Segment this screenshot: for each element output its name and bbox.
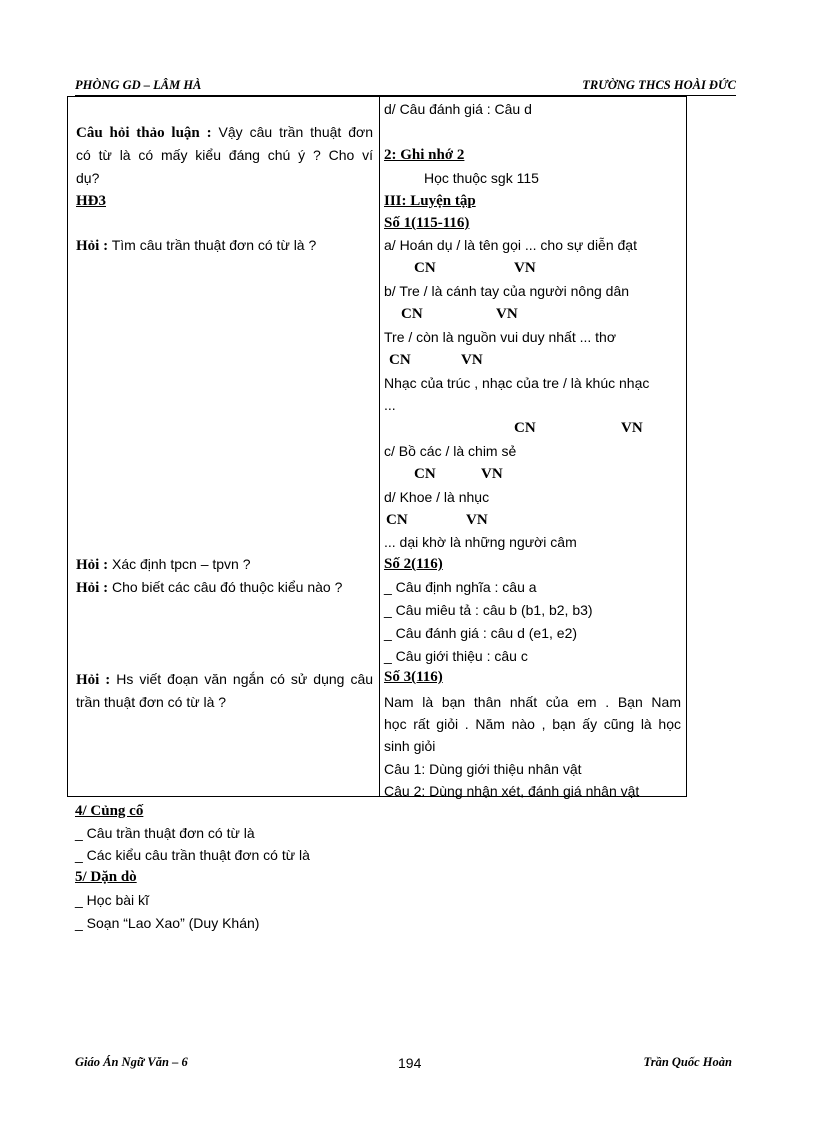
exercise-1-c: c/ Bồ các / là chim sẻ	[384, 443, 517, 459]
b2-predicate-label: VN	[461, 352, 483, 368]
hd3-heading: HĐ3	[76, 193, 106, 209]
exercise-3-cau-2: Câu 2: Dùng nhận xét, đánh giá nhân vật	[384, 783, 640, 799]
question-4-line-1	[76, 670, 373, 689]
exercise-1-b3: Nhạc của trúc , nhạc của tre / là khúc nhạc	[384, 375, 650, 391]
question-4-text: Hs viết đoạn văn ngắn có sử dụng câu	[116, 671, 374, 687]
question-3	[76, 578, 342, 597]
question-3-text: Cho biết các câu đó thuộc kiểu nào ?	[111, 579, 343, 595]
exercise-1-b2: Tre / còn là nguồn vui duy nhất ... thơ	[384, 329, 617, 345]
luyen-tap-heading: III: Luyện tập	[384, 193, 476, 209]
c-predicate-label: VN	[481, 466, 503, 482]
discussion-line1-text: Vậy câu trần thuật đơn	[218, 124, 374, 140]
ghi-nho-heading: 2: Ghi nhớ 2	[384, 147, 465, 163]
exercise-2-item-2: _ Câu miêu tả : câu b (b1, b2, b3)	[384, 602, 593, 618]
exercise-3-line-1: Nam là bạn thân nhất của em . Bạn Nam	[384, 694, 681, 710]
d-predicate-label: VN	[466, 512, 488, 528]
question-4-label: Hỏi :	[76, 672, 111, 688]
question-2	[76, 555, 251, 574]
footer-right: Trần Quốc Hoàn	[643, 1055, 732, 1069]
exercise-1-d2: ... dại khờ là những người câm	[384, 534, 577, 550]
a-predicate-label: VN	[514, 260, 536, 276]
question-3-label: Hỏi :	[76, 580, 109, 596]
discussion-line-3: dụ?	[76, 170, 100, 186]
exercise-3-line-3: sinh giỏi	[384, 738, 436, 754]
a-subject-label: CN	[414, 260, 436, 276]
question-2-label: Hỏi :	[76, 557, 109, 573]
c-subject-label: CN	[414, 466, 436, 482]
discussion-line-2: có từ là có mấy kiểu đáng chú ý ? Cho ví	[76, 147, 373, 163]
page-number: 194	[398, 1055, 422, 1071]
b3-predicate-label: VN	[621, 420, 643, 436]
footer-left: Giáo Án Ngữ Văn – 6	[75, 1055, 188, 1069]
exercise-2-item-3: _ Câu đánh giá : câu d (e1, e2)	[384, 625, 578, 641]
question-1	[76, 236, 316, 255]
question-2-text: Xác định tpcn – tpvn ?	[111, 556, 251, 572]
cung-co-item-2: _ Các kiểu câu trần thuật đơn có từ là	[75, 847, 310, 863]
header-right: TRƯỜNG THCS HOÀI ĐỨC	[582, 78, 736, 92]
cung-co-item-1: _ Câu trần thuật đơn có từ là	[75, 825, 255, 841]
header-left: PHÒNG GD – LÂM HÀ	[75, 78, 202, 92]
question-1-label: Hỏi :	[76, 238, 109, 254]
lesson-table	[67, 96, 687, 797]
b-predicate-label: VN	[496, 306, 518, 322]
exercise-1-b3-dots: ...	[384, 397, 396, 413]
page-header	[75, 77, 736, 96]
d-subject-label: CN	[386, 512, 408, 528]
exercise-3-cau-1: Câu 1: Dùng giới thiệu nhân vật	[384, 761, 582, 777]
exercise-1-a: a/ Hoán dụ / là tên gọi ... cho sự diễn đạt	[384, 237, 637, 253]
exercise-1-d: d/ Khoe / là nhục	[384, 489, 490, 505]
cung-co-heading: 4/ Củng cố	[75, 803, 144, 819]
exercise-1-heading: Số 1(115-116)	[384, 215, 470, 231]
dan-do-item-2: _ Soạn “Lao Xao” (Duy Khán)	[75, 915, 260, 931]
question-4-line-2: trần thuật đơn có từ là ?	[76, 694, 227, 710]
exercise-2-item-4: _ Câu giới thiệu : câu c	[384, 648, 528, 664]
hoc-thuoc-line: Học thuộc sgk 115	[424, 170, 539, 186]
dan-do-heading: 5/ Dặn dò	[75, 869, 137, 885]
discussion-label: Câu hỏi thảo luận :	[76, 125, 212, 141]
column-divider	[379, 97, 380, 796]
question-1-text: Tìm câu trần thuật đơn có từ là ?	[111, 237, 317, 253]
exercise-1-b: b/ Tre / là cánh tay của người nông dân	[384, 283, 630, 299]
criteria-d: d/ Câu đánh giá : Câu d	[384, 101, 532, 117]
discussion-line-1	[76, 123, 373, 142]
exercise-3-heading: Số 3(116)	[384, 669, 443, 685]
exercise-2-item-1: _ Câu định nghĩa : câu a	[384, 579, 537, 595]
b-subject-label: CN	[401, 306, 423, 322]
b3-subject-label: CN	[514, 420, 536, 436]
exercise-3-line-2: học rất giỏi . Năm nào , bạn ấy cũng là học	[384, 716, 681, 732]
exercise-2-heading: Số 2(116)	[384, 556, 443, 572]
dan-do-item-1: _ Học bài kĩ	[75, 892, 149, 908]
b2-subject-label: CN	[389, 352, 411, 368]
